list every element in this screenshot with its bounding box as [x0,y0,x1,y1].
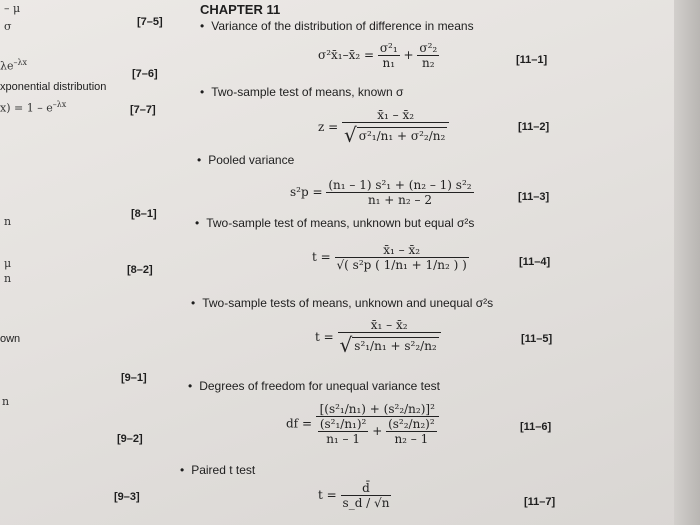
margin-fragment-own: own [0,333,21,345]
ref-8-1: [8–1] [131,208,157,220]
ref-9-1: [9–1] [121,372,147,384]
ref-11-7: [11–7] [524,496,556,508]
equation-11-2: z = $\frac{\text{x̄₁ – x̄₂}}{\text{√ σ²₁/n₁ + σ²₂/n₂}}$ [318,108,449,147]
ref-7-5: [7–5] [137,16,163,28]
ref-7-7: [7–7] [130,104,156,116]
bullet-variance-difference: • Variance of the distribution of difference in means [200,19,474,33]
ref-11-6: [11–6] [520,421,552,433]
equation-11-5: t = $\frac{\text{x̄₁ – x̄₂}}{\text{√ s²₁/n₁ + s²₂/n₂}}$ [315,318,441,357]
ref-11-1: [11–1] [516,54,548,66]
margin-fragment-n2: n [4,272,12,285]
equation-11-7: t = $\frac{d̄}{s\_d / √n}$ [318,481,390,510]
ref-11-5: [11–5] [521,333,553,345]
equation-11-3: s²p = $\frac{\text{(n₁ – 1) s²₁ + (n₂ – 1) s²₂}}{\text{n₁ + n₂ – 2}}$ [290,178,472,207]
equation-11-6: df = [(s²₁/n₁) + (s²₂/n₂)]² $\frac{\text{(s²₁/n₁)²}}{\text{n₁ – 1}}$ + $\frac{\text{(s²₂/n₂)²}}{\text{n₂ – 1}}$ [286,402,439,446]
ref-11-4: [11–4] [519,256,551,268]
ref-11-2: [11–2] [518,121,550,133]
ref-9-2: [9–2] [117,433,143,445]
margin-fragment-n1: n [4,215,12,228]
bullet-paired-t: • Paired t test [180,463,255,477]
bullet-known-sigma: • Two-sample test of means, known σ [200,85,403,99]
margin-fragment-n3: n [2,395,10,408]
chapter-title: CHAPTER 11 [200,2,281,17]
page-edge [674,0,700,525]
equation-11-4: t = $\frac{\text{x̄₁ – x̄₂}}{\text{√( s²p ( 1/n₁ + 1/n₂ ) )}}$ [312,243,467,272]
bullet-unequal-variance: • Two-sample tests of means, unknown and unequal σ²s [191,296,493,310]
bullet-equal-variance: • Two-sample test of means, unknown but equal σ²s [195,216,474,230]
ref-8-2: [8–2] [127,264,153,276]
margin-fragment-exp-dist: xponential distribution [0,81,107,93]
margin-fragment-exp: $\lambda e^{-\lambda x}$ [0,58,28,73]
ref-9-3: [9–3] [114,491,140,503]
margin-fragment-mu: – μ [4,2,21,15]
bullet-pooled-variance: • Pooled variance [197,153,294,167]
ref-11-3: [11–3] [518,191,550,203]
equation-11-1: σ²x̄₁–x̄₂ = $\frac{\text{σ²₁}}{\text{n₁}}$ + $\frac{\text{σ²₂}}{\text{n₂}}$ [318,41,438,70]
margin-fragment-cdf: $x) = 1 - e^{-\lambda x}$ [0,100,67,115]
margin-fragment-sigma: σ [4,20,12,33]
ref-7-6: [7–6] [132,68,158,80]
margin-fragment-mu2: μ [4,257,12,270]
bullet-degrees-of-freedom: • Degrees of freedom for unequal variance test [188,379,440,393]
